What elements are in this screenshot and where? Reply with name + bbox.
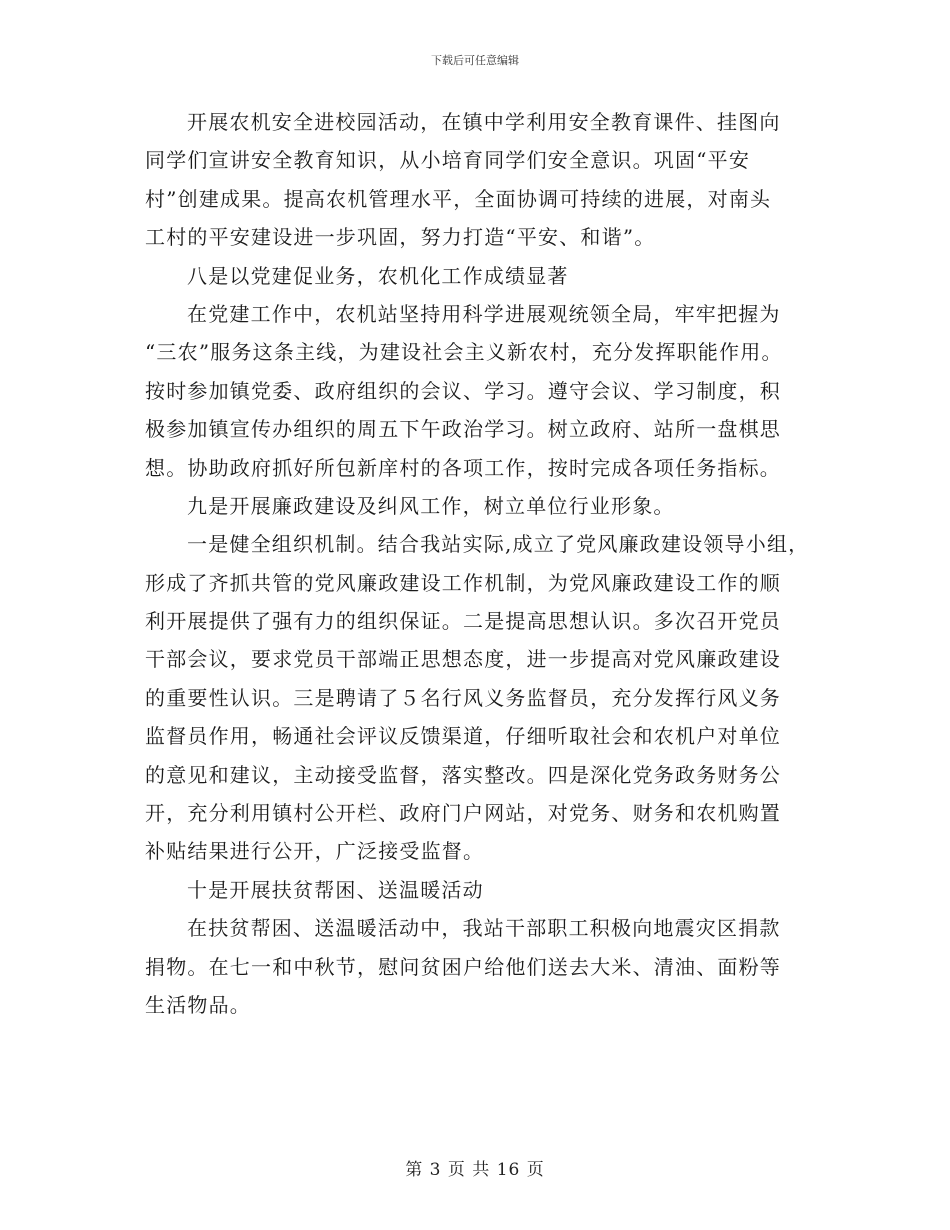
section-heading: 九是开展廉政建设及纠风工作，树立单位行业形象。: [187, 493, 675, 518]
body-line: 在党建工作中，农机站坚持用科学进展观统领全局，牢牢把握为: [187, 301, 781, 326]
body-line: 的重要性认识。三是聘请了５名行风义务监督员，充分发挥行风义务: [145, 685, 781, 710]
body-line: 按时参加镇党委、政府组织的会议、学习。遵守会议、学习制度，积: [145, 378, 781, 403]
body-line: 利开展提供了强有力的组织保证。二是提高思想认识。多次召开党员: [145, 609, 781, 634]
body-line: 同学们宣讲安全教育知识，从小培育同学们安全意识。巩固“平安: [145, 148, 751, 173]
body-line: 一是健全组织机制。结合我站实际,成立了党风廉政建设领导小组，: [187, 532, 810, 557]
section-heading: 十是开展扶贫帮困、送温暖活动: [187, 877, 484, 902]
body-line: 补贴结果进行公开，广泛接受监督。: [145, 839, 485, 864]
body-line: 极参加镇宣传办组织的周五下午政治学习。树立政府、站所一盘棋思: [145, 417, 781, 442]
body-line: 想。协助政府抓好所包新庠村的各项工作，按时完成各项任务指标。: [145, 455, 781, 480]
body-line: 的意见和建议，主动接受监督，落实整改。四是深化党务政务财务公: [145, 762, 781, 787]
body-line: 开展农机安全进校园活动，在镇中学利用安全教育课件、挂图向: [187, 110, 781, 134]
body-line: “三农”服务这条主线，为建设社会主义新农村，充分发挥职能作用。: [145, 340, 783, 365]
document-body: [145, 103, 825, 1024]
body-line: 在扶贫帮困、送温暖活动中，我站干部职工积极向地震灾区捐款: [187, 916, 781, 941]
body-line: 干部会议，要求党员干部端正思想态度，进一步提高对党风廉政建设: [145, 647, 781, 672]
body-line: 村”创建成果。提高农机管理水平，全面协调可持续的进展，对南头: [145, 186, 772, 211]
body-line: 开，充分利用镇村公开栏、政府门户网站，对党务、财务和农机购置: [145, 801, 781, 826]
section-heading: 八是以党建促业务，农机化工作成绩显著: [187, 263, 569, 288]
body-line: 形成了齐抓共管的党风廉政建设工作机制，为党风廉政建设工作的顺: [145, 570, 781, 595]
body-line: 监督员作用，畅通社会评议反馈渠道，仔细听取社会和农机户对单位: [145, 724, 781, 749]
page-number: 第 3 页 共 16 页: [405, 1160, 545, 1180]
body-line: 捐物。在七一和中秋节，慰问贫困户给他们送去大米、清油、面粉等: [145, 954, 781, 979]
body-line: 生活物品。: [145, 992, 251, 1017]
page-header: 下载后可任意编辑: [431, 54, 519, 67]
body-line: 工村的平安建设进一步巩固，努力打造“平安、和谐”。: [145, 225, 656, 250]
